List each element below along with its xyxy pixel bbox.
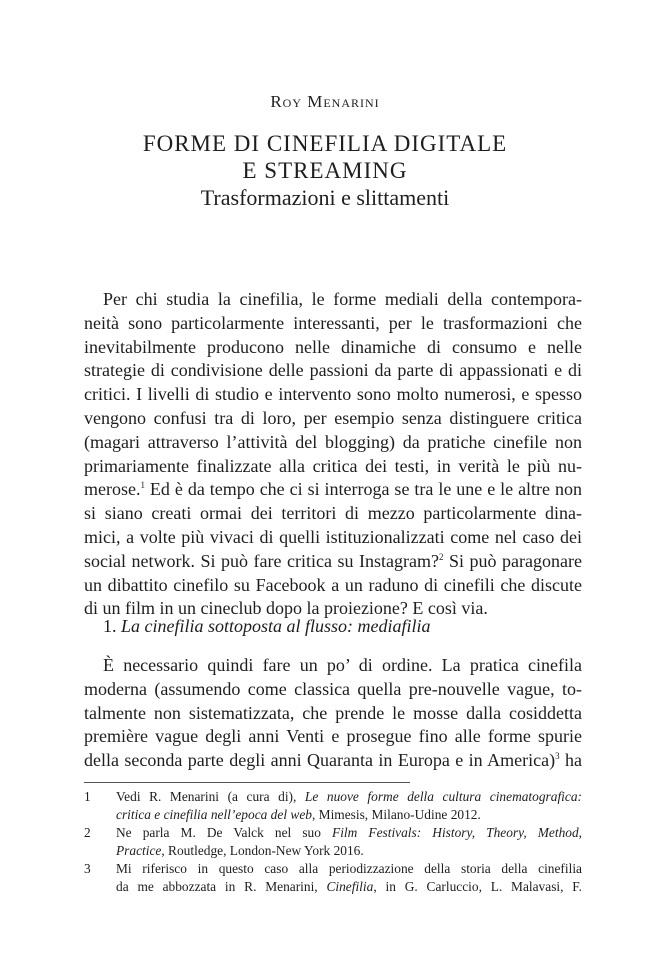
text-fragment: Ed è da tempo che ci si interroga se tra le une e le altre non [144, 479, 582, 500]
footnotes [84, 788, 582, 896]
footnote-text [116, 860, 582, 896]
section-heading [103, 616, 431, 637]
text-line: première vague degli anni Venti e prosegue fino alle forme spurie [84, 726, 582, 747]
book-title: Cinefilia [326, 879, 374, 894]
text-fragment: della seconda parte degli anni Quaranta in Europa e in America) [84, 750, 556, 771]
footnote-number: 2 [84, 825, 91, 840]
chapter-title-line-1: FORME DI CINEFILIA DIGITALE [142, 131, 508, 156]
book-title: Practice [116, 843, 162, 858]
text-line: si siano creati ormai dei territori di mezzo particolarmente dina- [84, 503, 582, 524]
text-line: di un film in un cineclub dopo la proiezione? E così via. [84, 598, 488, 619]
text-line: un dibattito cinefilo su Facebook a un raduno di cinefili che discute [84, 574, 582, 595]
text-line [84, 550, 582, 574]
text-line: Per chi studia la cinefilia, le forme mediali della contempora- [103, 289, 582, 309]
footnote-number: 1 [84, 789, 91, 804]
text-line: inevitabilmente producono nelle dinamiche di consumo e nelle [84, 336, 582, 357]
footnote-line [116, 878, 582, 896]
book-title: critica e cinefilia nell’epoca del web [116, 807, 312, 822]
footnote-2 [84, 824, 582, 860]
book-title: Film Festivals: History, Theory, Method, [332, 825, 583, 840]
paragraph-intro [84, 288, 582, 621]
text-line: moderna (assumendo come classica quella pre-nouvelle vague, to- [84, 678, 582, 699]
text-line: È necessario quindi fare un po’ di ordine. La pratica cinefila [103, 655, 582, 675]
text-line: primariamente finalizzate alla critica dei testi, in verità le più nu- [84, 455, 582, 476]
footnote-ref-3[interactable]: 3 [555, 751, 560, 762]
footnote-text [116, 788, 582, 824]
text-fragment: Vedi R. Menarini (a cura di), [116, 789, 305, 804]
text-fragment: , Routledge, London-New York 2016. [161, 843, 364, 858]
footnote-number: 3 [84, 861, 91, 876]
footnote-ref-1[interactable]: 1 [140, 480, 145, 491]
text-fragment: da me abbozzata in R. Menarini, [116, 879, 327, 894]
text-fragment: , Mimesis, Milano-Udine 2012. [311, 807, 481, 822]
chapter-title-line-2: E STREAMING [242, 158, 408, 183]
author-name: Roy Menarini [270, 92, 380, 111]
footnote-line [116, 824, 582, 842]
text-line [84, 478, 582, 502]
text-line: (magari attraverso l’attività del blogging) da pratiche cinefile non [84, 431, 582, 452]
text-fragment: Si può paragonare [443, 550, 582, 571]
footnote-line [116, 842, 582, 860]
footnote-line: Mi riferisco in questo caso alla periodizzazione della storia della cinefilia [116, 861, 582, 876]
footnote-1 [84, 788, 582, 824]
footnote-3 [84, 860, 582, 896]
footnote-text [116, 824, 582, 860]
book-title: Le nuove forme della cultura cinematografica: [304, 789, 582, 804]
text-line: critici. I livelli di studio e intervento sono molto numerosi, e spesso [84, 384, 582, 405]
section-number: 1. [103, 616, 117, 636]
paragraph-section-1 [84, 654, 582, 773]
section-title: La cinefilia sottoposta al flusso: mediafilia [121, 616, 431, 636]
text-fragment: Ne parla M. De Valck nel suo [116, 825, 333, 840]
text-line: vengono confusi tra di loro, per esempio senza distinguere critica [84, 407, 582, 428]
text-line: strategie di condivisione delle passioni da parte di appassionati e di [84, 360, 582, 381]
text-line: neità sono particolarmente interessanti, per le trasformazioni che [84, 312, 582, 333]
chapter-title [0, 130, 650, 184]
text-fragment: , in G. Carluccio, L. Malavasi, F. [373, 879, 582, 894]
footnote-ref-2[interactable]: 2 [438, 551, 444, 562]
text-line: mici, a volte più vivaci di quelli istituzionalizzati come nel caso dei [84, 526, 582, 547]
chapter-subtitle: Trasformazioni e slittamenti [200, 185, 450, 210]
text-line: talmente non sistematizzata, che prende le mosse dalla cosiddetta [84, 702, 582, 723]
text-line [84, 749, 582, 773]
text-fragment: merose. [84, 479, 141, 500]
footnote-line [116, 788, 582, 806]
footnote-line [116, 806, 582, 824]
text-fragment: social network. Si può fare critica su Instagram? [84, 550, 439, 571]
text-fragment: ha [559, 750, 582, 771]
footnote-divider [84, 782, 410, 783]
